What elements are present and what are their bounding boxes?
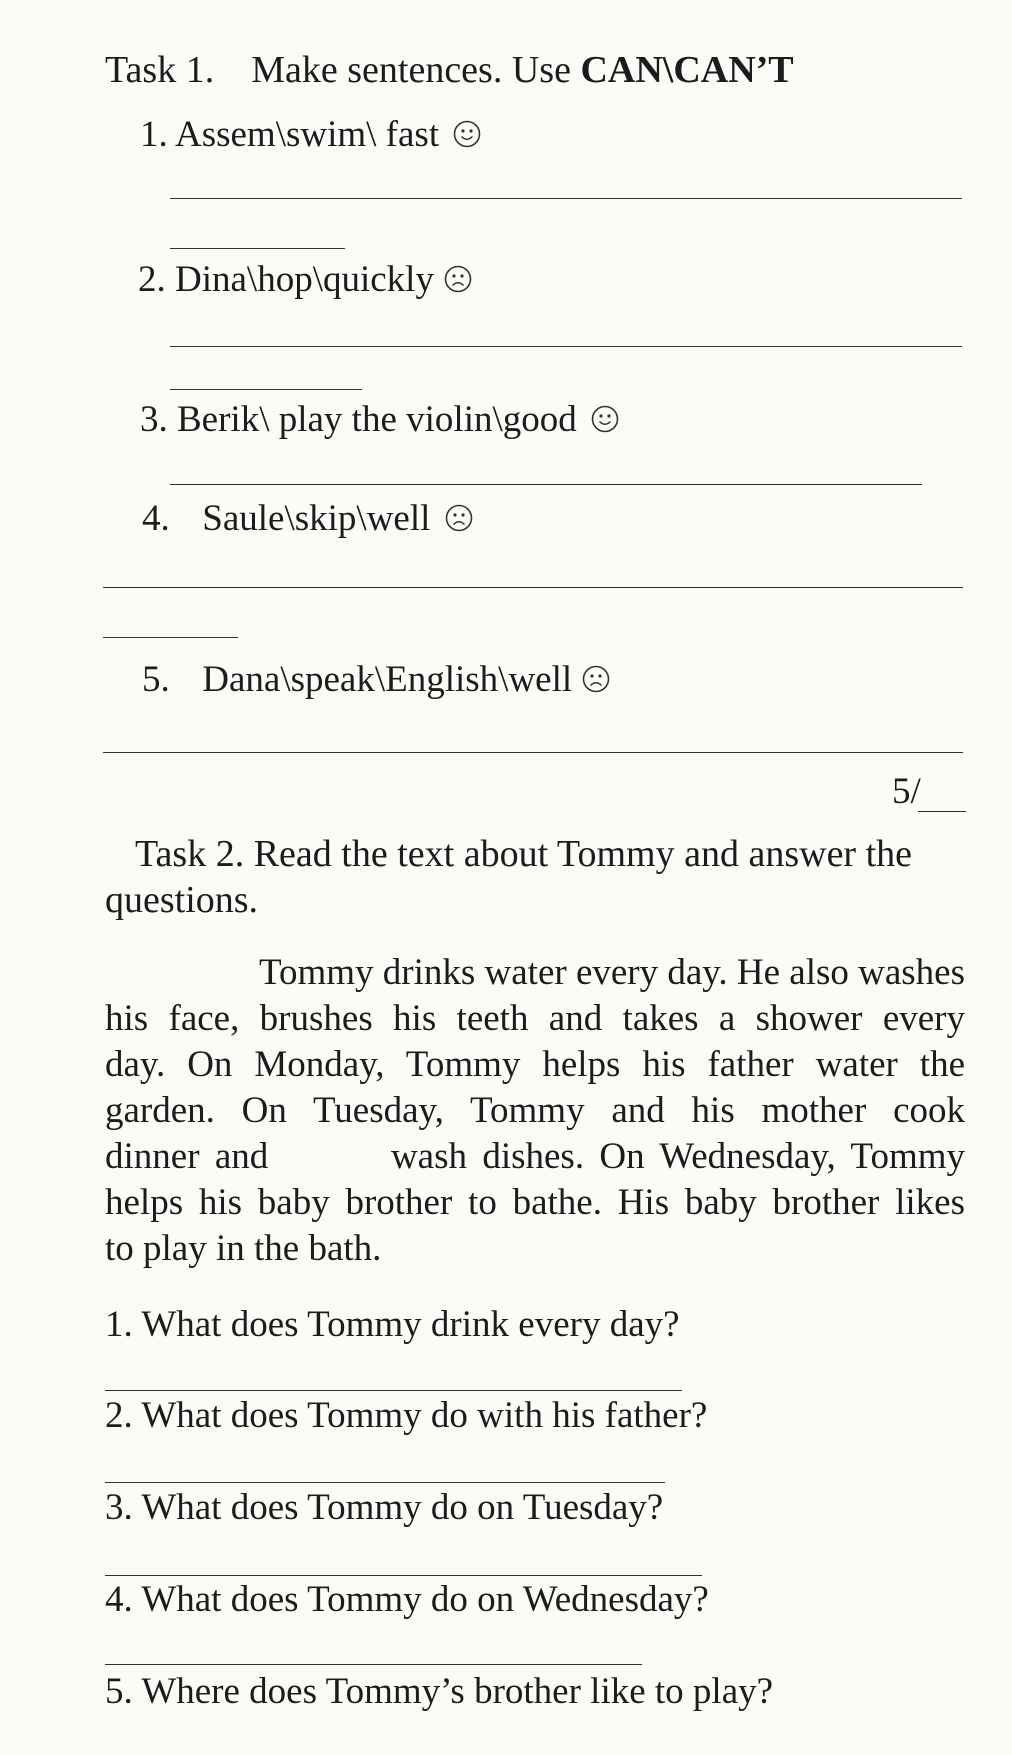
answer-line[interactable] (170, 346, 962, 347)
paragraph-line: to play in the bath. (105, 1228, 382, 1269)
paragraph-line: day. On Monday, Tommy helps his father water the (105, 1044, 965, 1085)
item-prompt: Berik\ play the violin\good (177, 399, 577, 440)
reading-text (105, 950, 965, 1272)
answer-line[interactable] (170, 389, 362, 390)
item-prompt: Dana\speak\English\well (202, 659, 573, 700)
sad-face-icon (444, 503, 474, 533)
task2-heading-line1: Task 2. Read the text about Tommy and answer the (135, 833, 913, 875)
answer-line[interactable] (105, 1664, 642, 1665)
paragraph-line: Tommy drinks water every day. He also washes (258, 952, 965, 993)
item-number: 1. (140, 114, 168, 155)
answer-line[interactable] (103, 587, 963, 588)
answer-line[interactable] (103, 752, 963, 753)
task1-item-1 (140, 113, 482, 156)
question-2: 2. What does Tommy do with his father? (105, 1395, 708, 1436)
score-label: 5/ (892, 771, 921, 812)
paragraph-line: dinner and wash dishes. On Wednesday, Tommy (105, 1136, 965, 1177)
task1-instruction: Make sentences. Use (251, 49, 581, 91)
item-number: 5. (142, 659, 170, 700)
item-prompt: Assem\swim\ fast (174, 114, 440, 155)
question-5: 5. Where does Tommy’s brother like to play? (105, 1671, 774, 1712)
task1-score (892, 770, 921, 813)
smiley-face-icon (590, 404, 620, 434)
task1-heading (105, 48, 794, 92)
sad-face-icon (581, 664, 611, 694)
answer-line[interactable] (170, 484, 922, 485)
answer-line[interactable] (105, 1390, 682, 1391)
item-prompt: Dina\hop\quickly (175, 259, 434, 300)
task1-label: Task 1. (105, 49, 215, 91)
question-1: 1. What does Tommy drink every day? (105, 1304, 680, 1345)
answer-line[interactable] (105, 1482, 665, 1483)
paragraph-line: helps his baby brother to bathe. His baby brother likes (105, 1182, 965, 1223)
question-3: 3. What does Tommy do on Tuesday? (105, 1487, 664, 1528)
task1-item-3 (140, 398, 620, 441)
answer-line[interactable] (105, 1575, 702, 1576)
question-4: 4. What does Tommy do on Wednesday? (105, 1579, 709, 1620)
item-number: 2. (138, 259, 166, 300)
paragraph-line: garden. On Tuesday, Tommy and his mother cook (105, 1090, 965, 1131)
paragraph-line: his face, brushes his teeth and takes a shower every (105, 998, 965, 1039)
score-blank[interactable] (918, 811, 966, 812)
sad-face-icon (443, 264, 473, 294)
task1-item-4 (142, 497, 474, 540)
task1-item-2 (138, 258, 473, 301)
item-number: 3. (140, 399, 168, 440)
task1-item-5 (142, 658, 611, 701)
answer-line[interactable] (170, 198, 962, 199)
item-prompt: Saule\skip\well (202, 498, 431, 539)
answer-line[interactable] (170, 248, 345, 249)
answer-line[interactable] (103, 637, 238, 638)
task1-instruction-bold: CAN\CAN’T (580, 49, 794, 91)
smiley-face-icon (452, 119, 482, 149)
task2-heading-line2: questions. (105, 879, 259, 921)
item-number: 4. (142, 498, 170, 539)
